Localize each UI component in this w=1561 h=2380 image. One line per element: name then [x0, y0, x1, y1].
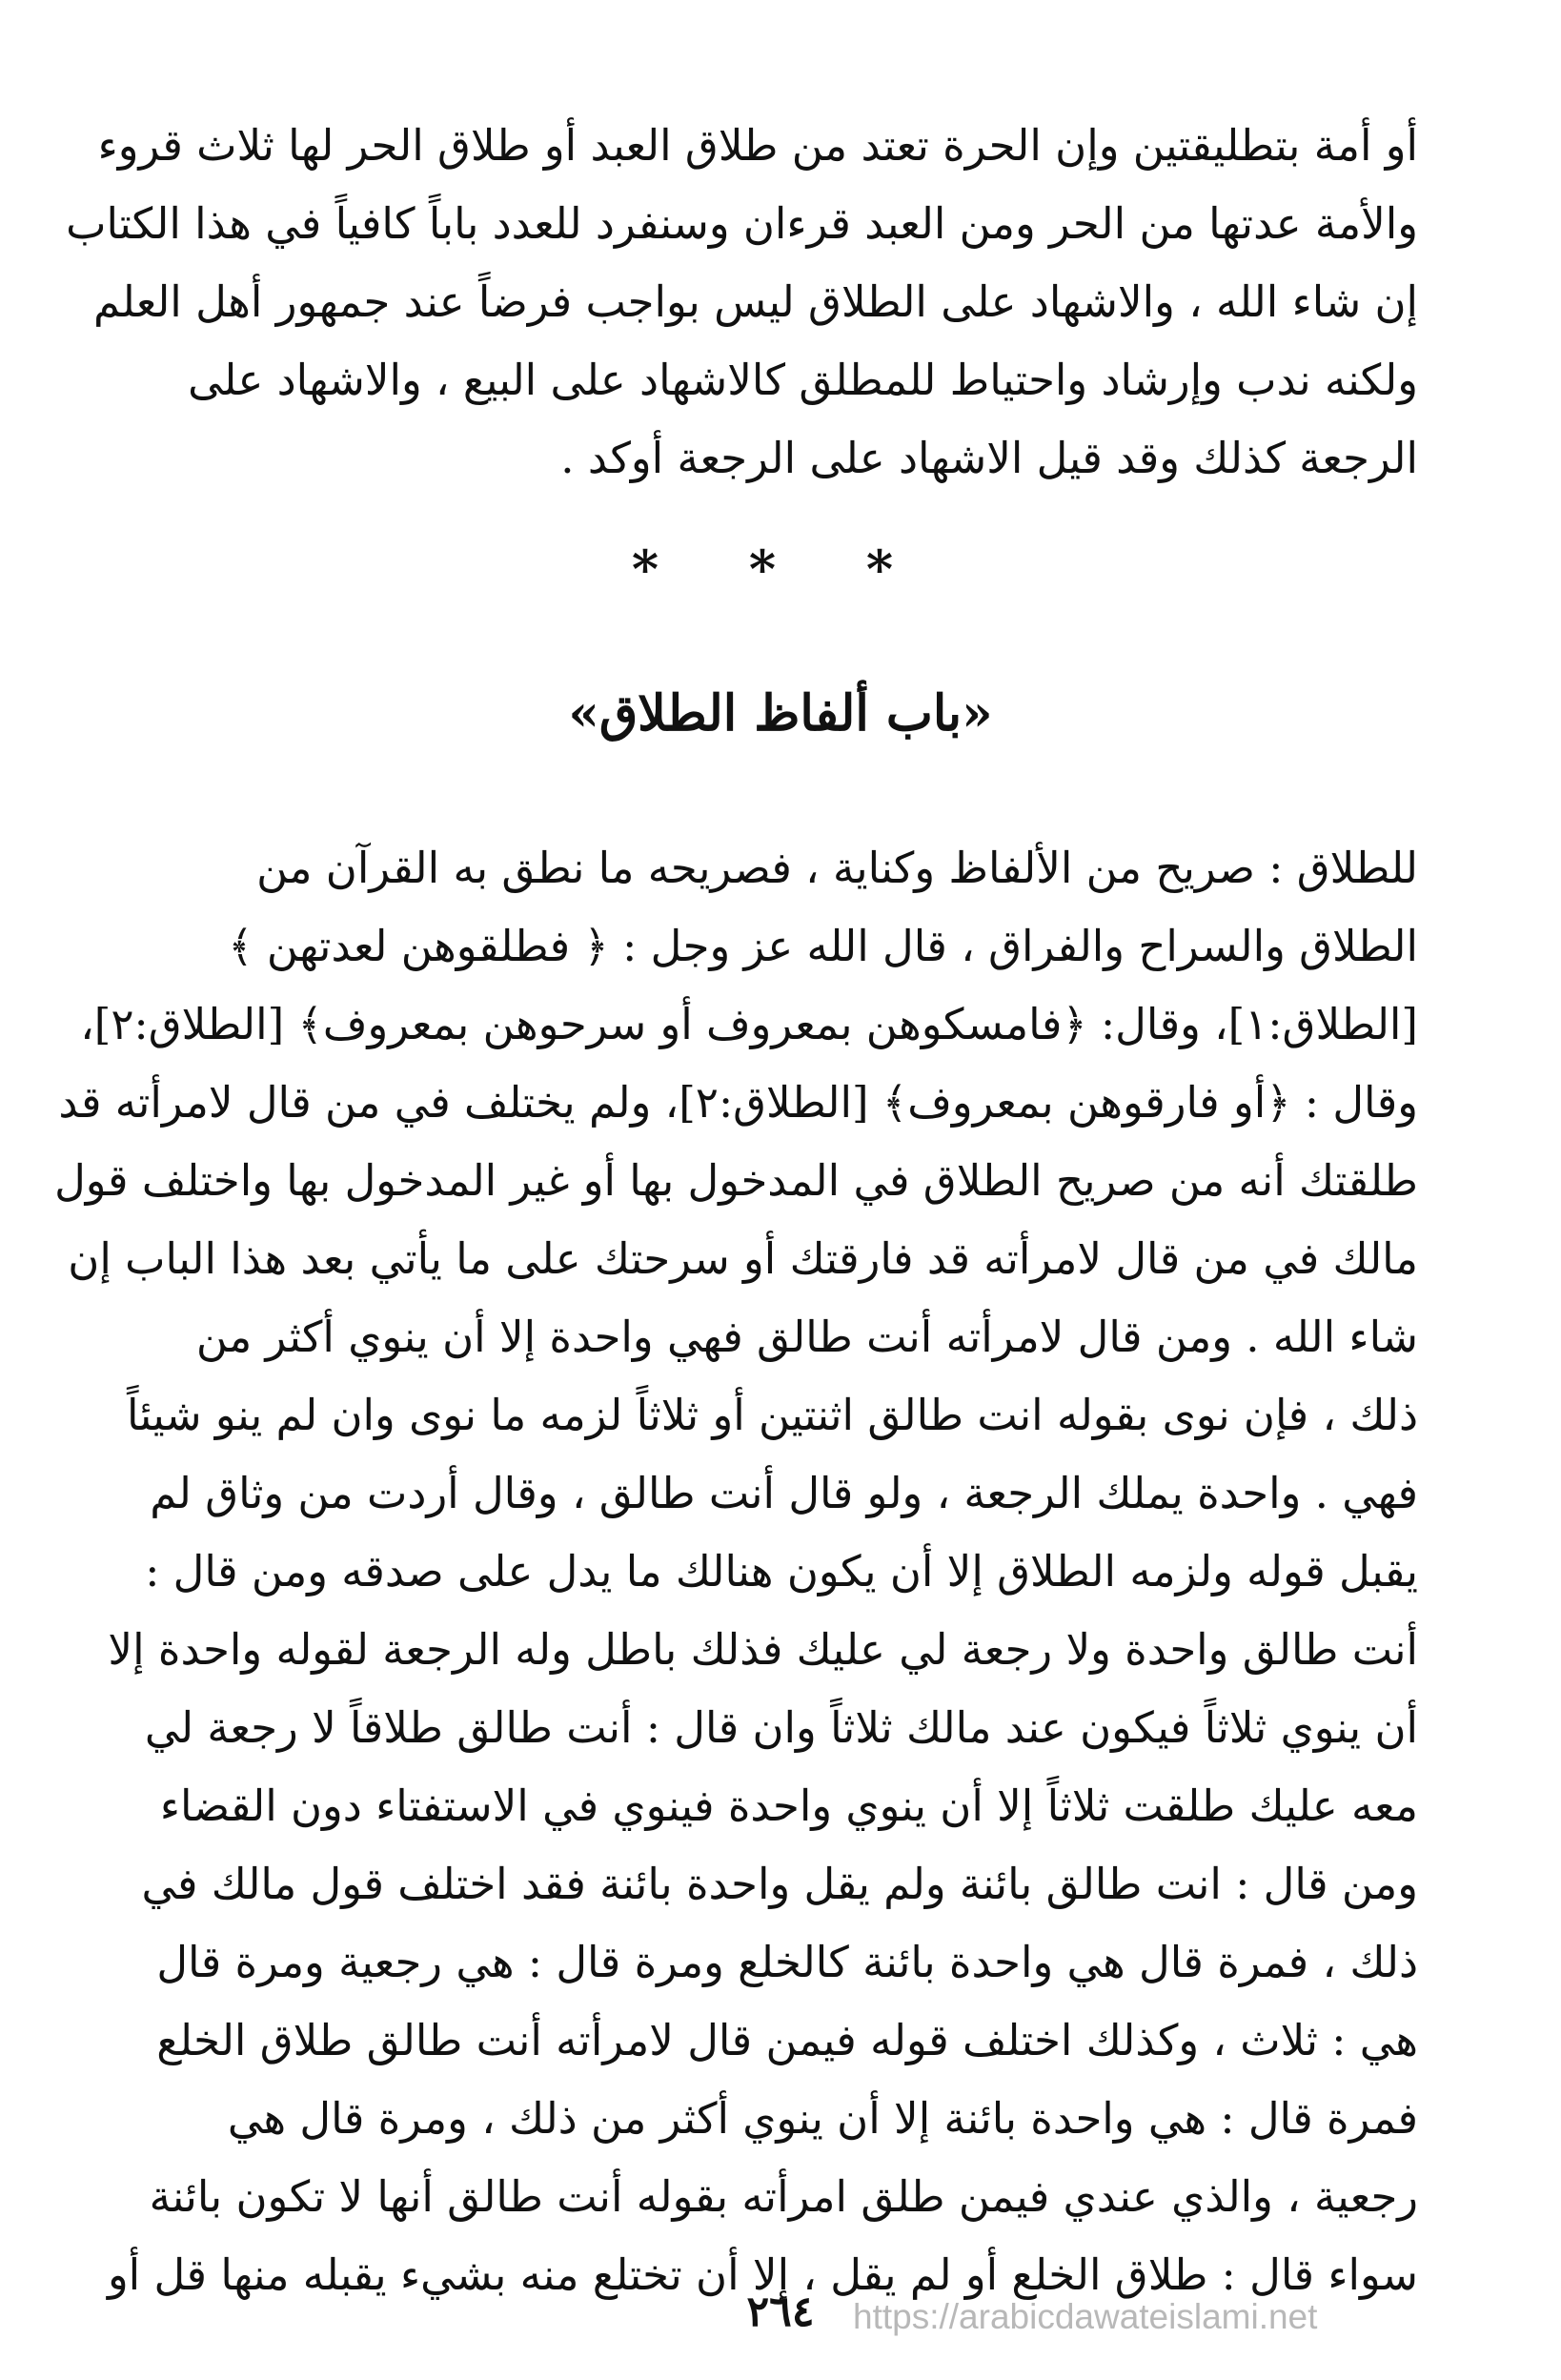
text-line: للطلاق : صريح من الألفاظ وكناية ، فصريحه ما نطق به القرآن من [256, 843, 1418, 893]
section-separator: * * * [631, 539, 930, 600]
text-line: فمرة قال : هي واحدة بائنة إلا أن ينوي أكثر من ذلك ، ومرة قال هي [227, 2093, 1418, 2144]
text-line: ولكنه ندب وإرشاد واحتياط للمطلق كالاشهاد على البيع ، والاشهاد على [188, 355, 1418, 405]
chapter-heading: «باب ألفاظ الطلاق» [568, 684, 993, 742]
text-line: إن شاء الله ، والاشهاد على الطلاق ليس بواجب فرضاً عند جمهور أهل العلم [93, 276, 1418, 327]
watermark-url: https://arabicdawateislami.net [853, 2297, 1318, 2336]
text-line: والأمة عدتها من الحر ومن العبد قرءان وسنفرد للعدد باباً كافياً في هذا الكتاب [66, 198, 1418, 249]
text-line: أن ينوي ثلاثاً فيكون عند مالك ثلاثاً وان قال : أنت طالق طلاقاً لا رجعة لي [144, 1702, 1418, 1753]
text-line: ذلك ، فإن نوى بقوله انت طالق اثنتين أو ثلاثاً لزمه ما نوى وان لم ينو شيئاً [127, 1390, 1418, 1440]
text-line: الطلاق والسراح والفراق ، قال الله عز وجل : ﴿ فطلقوهن لعدتهن ﴾ [228, 921, 1418, 971]
page-number: ٢٦٤ [746, 2288, 815, 2336]
text-line: هي : ثلاث ، وكذلك اختلف قوله فيمن قال لامرأته أنت طالق طلاق الخلع [156, 2015, 1418, 2065]
text-line: ومن قال : انت طالق بائنة ولم يقل واحدة بائنة فقد اختلف قول مالك في [141, 1859, 1418, 1909]
body-paragraph [54, 829, 1418, 2314]
text-line: شاء الله . ومن قال لامرأته أنت طالق فهي واحدة إلا أن ينوي أكثر من [195, 1312, 1418, 1362]
text-line: مالك في من قال لامرأته قد فارقتك أو سرحتك على ما يأتي بعد هذا الباب إن [68, 1233, 1418, 1284]
text-line: سواء قال : طلاق الخلع أو لم يقل ، إلا أن تختلع منه بشيء يقبله منها قل أو [107, 2249, 1418, 2300]
top-paragraph [66, 107, 1418, 498]
text-line: ذلك ، فمرة قال هي واحدة بائنة كالخلع ومرة قال : هي رجعية ومرة قال [156, 1937, 1418, 1987]
text-line: [الطلاق:١]، وقال: ﴿فامسكوهن بمعروف أو سرحوهن بمعروف﴾ [الطلاق:٢]، [80, 999, 1418, 1049]
text-line: معه عليك طلقت ثلاثاً إلا أن ينوي واحدة فينوي في الاستفتاء دون القضاء [159, 1780, 1418, 1831]
text-line: يقبل قوله ولزمه الطلاق إلا أن يكون هنالك ما يدل على صدقه ومن قال : [145, 1546, 1418, 1597]
text-line: رجعية ، والذي عندي فيمن طلق امرأته بقوله أنت طالق أنها لا تكون بائنة [149, 2171, 1418, 2222]
text-line: الرجعة كذلك وقد قيل الاشهاد على الرجعة أوكد . [560, 433, 1418, 483]
text-line: وقال : ﴿أو فارقوهن بمعروف﴾ [الطلاق:٢]، ولم يختلف في من قال لامرأته قد [58, 1077, 1418, 1128]
text-line: فهي . واحدة يملك الرجعة ، ولو قال أنت طالق ، وقال أردت من وثاق لم [150, 1468, 1418, 1518]
text-line: أو أمة بتطليقتين وإن الحرة تعتد من طلاق العبد أو طلاق الحر لها ثلاث قروء [97, 120, 1418, 171]
text-line: طلقتك أنه من صريح الطلاق في المدخول بها أو غير المدخول بها واختلف قول [54, 1155, 1418, 1206]
text-line: أنت طالق واحدة ولا رجعة لي عليك فذلك باطل وله الرجعة لقوله واحدة إلا [108, 1624, 1418, 1675]
